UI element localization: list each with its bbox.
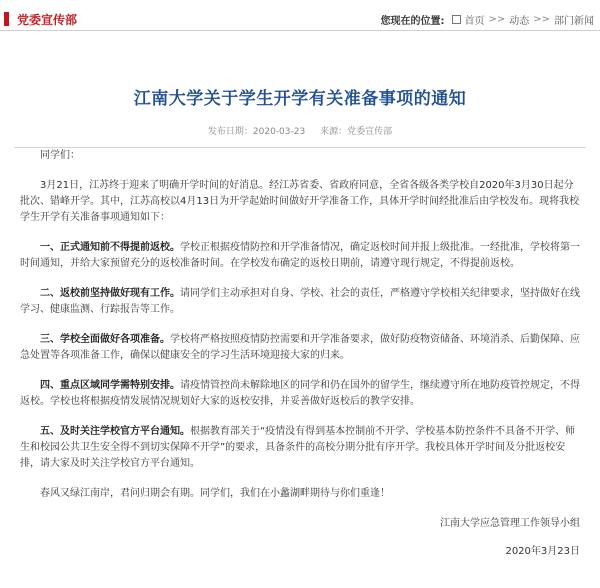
article-source: 来源：党委宣传部 (320, 127, 393, 137)
notice-item-text: 学校正根据疫情防控和开学准备情况，确定返校时间并报上级批准。一经批准，学校将第一时间通知，并给大家预留充分的返校准备时间。在学校发布确定的返校日期前，请遵守现行规定，不得提前返校。 (20, 242, 580, 269)
notice-item-heading: 一、正式通知前不得提前返校。 (40, 242, 180, 253)
notice-item-heading: 五、及时关注学校官方平台通知。 (40, 426, 190, 437)
article-title: 江南大学关于学生开学有关准备事项的通知 (133, 89, 467, 109)
notice-item (20, 378, 580, 410)
notice-item-heading: 三、学校全面做好各项准备。 (40, 334, 170, 345)
notice-item-text: 请疫情管控尚未解除地区的同学和仍在国外的留学生，继续遵守所在地防疫管控规定，不得返校。学校也将根据疫情发展情况规划好大家的返校安排，并妥善做好返校后的教学安排。 (20, 380, 580, 407)
breadcrumb (380, 12, 594, 27)
notice-item (20, 424, 580, 472)
notice-item-text: 根据教育部关于“疫情没有得到基本控制前不开学、学校基本防控条件不具备不开学、师生和校园公共卫生安全得不到切实保障不开学”的要求，具备条件的高校分期分批有序开学。我校具体开学时间及分批返校安排，请大家及时关注学校官方平台通知。 (20, 426, 576, 469)
breadcrumb-separator: >> (533, 13, 550, 25)
notice-item-text: 请同学们主动承担对自身、学校、社会的责任，严格遵守学校相关纪律要求，坚持做好在线学习、健康监测、行踪报告等工作。 (20, 288, 580, 315)
notice-item (20, 332, 580, 364)
breadcrumb-dept-news-link[interactable]: 部门新闻 (554, 15, 594, 27)
signature-date: 2020年3月23日 (505, 546, 580, 557)
notice-item-heading: 四、重点区域同学需特别安排。 (40, 380, 180, 391)
publish-date: 发布日期：2020-03-23 (207, 127, 306, 137)
intro-paragraph: 3月21日，江苏终于迎来了明确开学时间的好消息。经江苏省委、省政府同意，全省各级各类学校自2020年3月30日起分批次、错峰开学。其中，江苏高校以4月13日为开学起始时间做好开学准备工作，具体开学时间经批准后由学校发布。现将我校学生开学有关准备事项通知如下： (20, 180, 580, 223)
breadcrumb-news-link[interactable]: 动态 (509, 15, 530, 27)
section-marker (4, 12, 9, 26)
breadcrumb-prefix: 您现在的位置: (380, 15, 445, 27)
notice-item-text: 学校将严格按照疫情防控需要和开学准备要求，做好防疫物资储备、环境消杀、后勤保障、应急处置等各项准备工作，确保以健康安全的学习生活环境迎接大家的归来。 (20, 334, 580, 361)
notice-item (20, 240, 580, 272)
article-meta (0, 124, 600, 137)
notice-item (20, 286, 580, 318)
breadcrumb-home-link[interactable]: 首页 (464, 15, 485, 27)
closing-paragraph: 春风又绿江南岸，君问归期会有期。同学们，我们在小蠡湖畔期待与你们重逢！ (40, 488, 390, 499)
section-title: 党委宣传部 (17, 12, 78, 27)
section-heading (4, 11, 77, 28)
breadcrumb-separator: >> (488, 13, 506, 25)
article-body (0, 148, 600, 560)
signature: 江南大学应急管理工作领导小组 (440, 518, 580, 529)
notice-item-heading: 二、返校前坚持做好现有工作。 (40, 288, 180, 299)
greeting: 同学们： (40, 150, 80, 161)
home-icon (452, 15, 461, 24)
page-header (0, 8, 600, 31)
